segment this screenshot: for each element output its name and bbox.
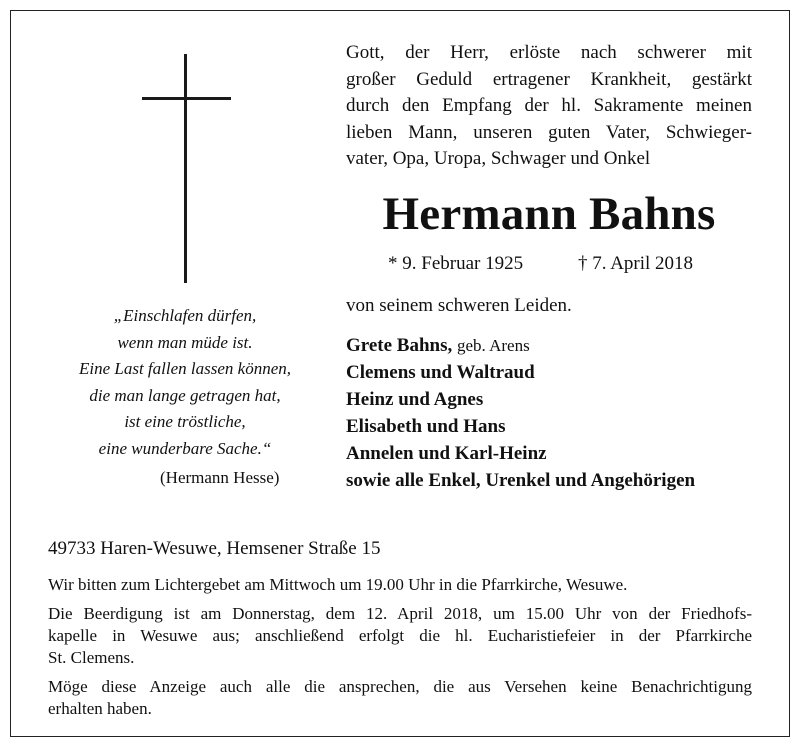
cross-icon — [184, 54, 187, 283]
quote-line: wenn man müde ist. — [117, 332, 253, 352]
paragraph-line: kapelle in Wesuwe aus; anschließend erfolgt die hl. Eucharistiefeier in der Pfarrkirche — [48, 626, 752, 645]
quote-line: eine wunderbare Sache.“ — [98, 438, 272, 458]
deceased-name: Hermann Bahns — [382, 188, 716, 240]
mourner-primary — [346, 332, 695, 359]
anzeige-paragraph — [48, 676, 752, 720]
birth-date: * 9. Februar 1925 — [388, 253, 524, 274]
intro-line: großer Geduld ertragener Krankheit, gestärkt — [346, 68, 752, 90]
paragraph-line: Die Beerdigung ist am Donnerstag, dem 12. April 2018, um 15.00 Uhr von der Friedhofs- — [48, 604, 752, 623]
mourner-item: Elisabeth und Hans — [346, 416, 506, 437]
cross-icon-beam — [142, 97, 231, 100]
paragraph-line: Möge diese Anzeige auch alle die ansprechen, die aus Versehen keine Benachrichtigung — [48, 677, 752, 696]
leiden-text: von seinem schweren Leiden. — [346, 295, 572, 316]
quote-line: „Einschlafen dürfen, — [113, 306, 257, 325]
mourner-name: Grete Bahns, — [346, 335, 453, 356]
quote-line: Eine Last fallen lassen können, — [78, 359, 291, 378]
paragraph-line: Wir bitten zum Lichtergebet am Mittwoch um 19.00 Uhr in die Pfarrkirche, Wesuwe. — [48, 575, 628, 594]
intro-line: durch den Empfang der hl. Sakramente meinen — [346, 95, 752, 116]
paragraph-line: erhalten haben. — [48, 699, 152, 718]
paragraph-line: St. Clemens. — [48, 648, 135, 667]
lichtergebet-paragraph — [48, 574, 752, 596]
intro-line: lieben Mann, unseren guten Vater, Schwieger- — [346, 121, 752, 143]
mourner-item: Annelen und Karl-Heinz — [346, 443, 547, 464]
quote — [40, 303, 330, 462]
mourner-item: Clemens und Waltraud — [346, 362, 535, 383]
address: 49733 Haren-Wesuwe, Hemsener Straße 15 — [48, 538, 381, 559]
quote-author: (Hermann Hesse) — [160, 468, 280, 487]
mourners-list — [346, 332, 695, 494]
quote-line: ist eine tröstliche, — [124, 412, 246, 431]
intro-line: Gott, der Herr, erlöste nach schwerer mit — [346, 42, 752, 63]
maiden-name: geb. Arens — [457, 336, 530, 355]
beerdigung-paragraph — [48, 603, 752, 669]
intro-text — [346, 40, 752, 173]
intro-line: vater, Opa, Uropa, Schwager und Onkel — [346, 148, 651, 169]
mourner-item: sowie alle Enkel, Urenkel und Angehörigen — [346, 470, 696, 491]
death-date: † 7. April 2018 — [578, 253, 694, 274]
quote-line: die man lange getragen hat, — [89, 385, 281, 405]
mourner-item: Heinz und Agnes — [346, 389, 484, 410]
